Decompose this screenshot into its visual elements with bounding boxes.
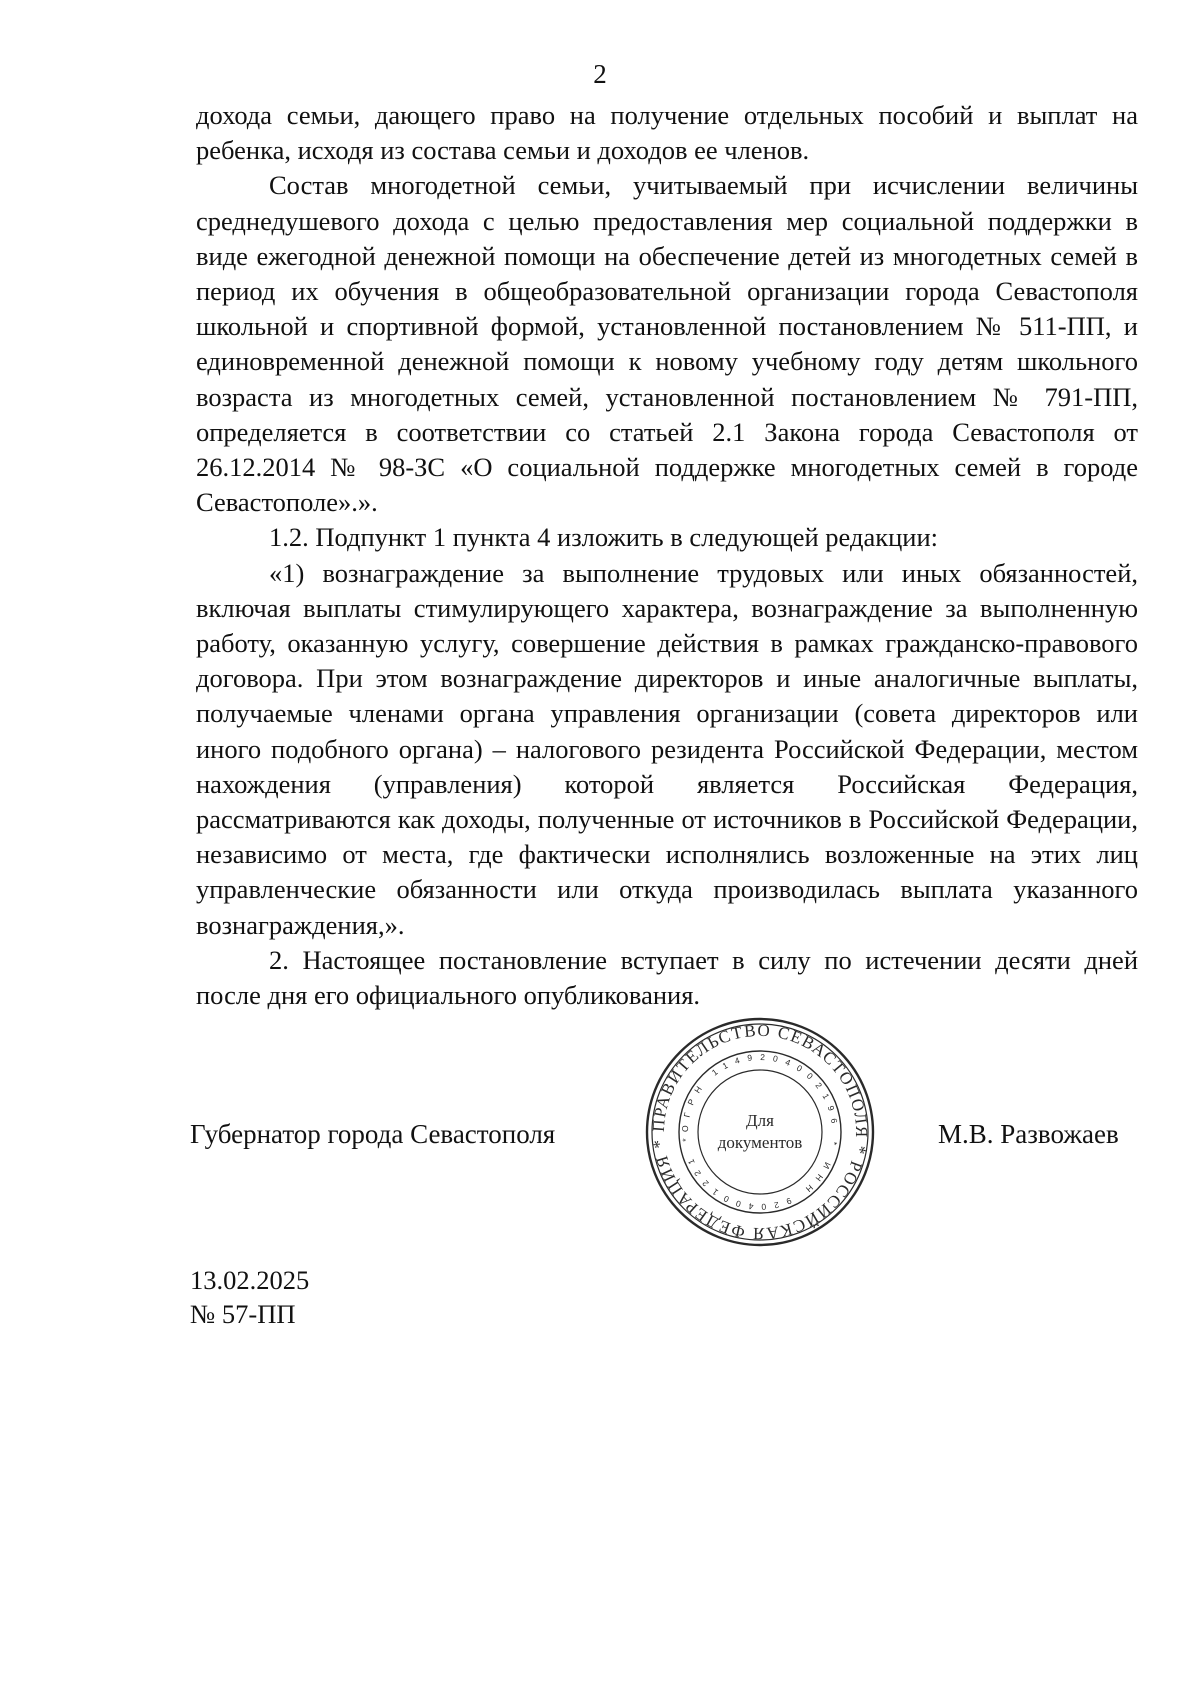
seal-inner-text: ОГРН 1149204002196 * ИНН 9204001221 * xyxy=(679,1051,841,1213)
seal-center-line-2: документов xyxy=(717,1133,803,1152)
official-seal-stamp xyxy=(644,1016,876,1248)
paragraph-5: 2. Настоящее постановление вступает в силу по истечении десяти дней после дня его официального опубликования. xyxy=(196,944,1138,1011)
seal-center-line-1: Для xyxy=(746,1111,774,1130)
document-number: № 57-ПП xyxy=(190,1299,296,1329)
signatory-title: Губернатор города Севастополя xyxy=(190,1119,556,1149)
seal-outer-text: ПРАВИТЕЛЬСТВО СЕВАСТОПОЛЯ * РОССИЙСКАЯ ФЕДЕРАЦИЯ * xyxy=(648,1020,872,1244)
paragraph-1: дохода семьи, дающего право на получение отдельных пособий и выплат на ребенка, исходя из состава семьи и доходов ее членов. xyxy=(196,100,1138,166)
paragraph-4: «1) вознаграждение за выполнение трудовых или иных обязанностей, включая выплаты стимулирующего характера, вознаграждение за выполненную работу, оказанную услугу, совершение действия в рамках гражданско-правового договора. При этом вознаграждение директоров и иные аналогичные выплаты, получаемые членами органа управления организации (совета директоров или иного подобного органа) – налогового резидента Российской Федерации, местом нахождения (управления) которой является Российская Федерация, рассматриваются как доходы, полученные от источников в Российской Федерации, независимо от места, где фактически исполнялись возложенные на этих лиц управленческие обязанности или откуда производилась выплата указанного вознаграждения,». xyxy=(196,557,1138,940)
document-body xyxy=(196,98,1138,1013)
paragraph-3: 1.2. Подпункт 1 пункта 4 изложить в следующей редакции: xyxy=(269,522,938,553)
signatory-name: М.В. Развожаев xyxy=(938,1119,1119,1149)
page-number: 2 xyxy=(593,59,607,89)
document-date: 13.02.2025 xyxy=(190,1265,310,1295)
paragraph-2: Состав многодетной семьи, учитываемый при исчислении величины среднедушевого дохода с целью предоставления мер социальной поддержки в виде ежегодной денежной помощи на обеспечение детей из многодетных семей в период их обучения в общеобразовательной организации города Севастополя школьной и спортивной формой, установленной постановлением № 511-ПП, и единовременной денежной помощи к новому учебному году детям школьного возраста из многодетных семей, установленной постановлением № 791-ПП, определяется в соответствии со статьей 2.1 Закона города Севастополя от 26.12.2014 № 98-ЗС «О социальной поддержке многодетных семей в городе Севастополе».». xyxy=(196,170,1138,518)
